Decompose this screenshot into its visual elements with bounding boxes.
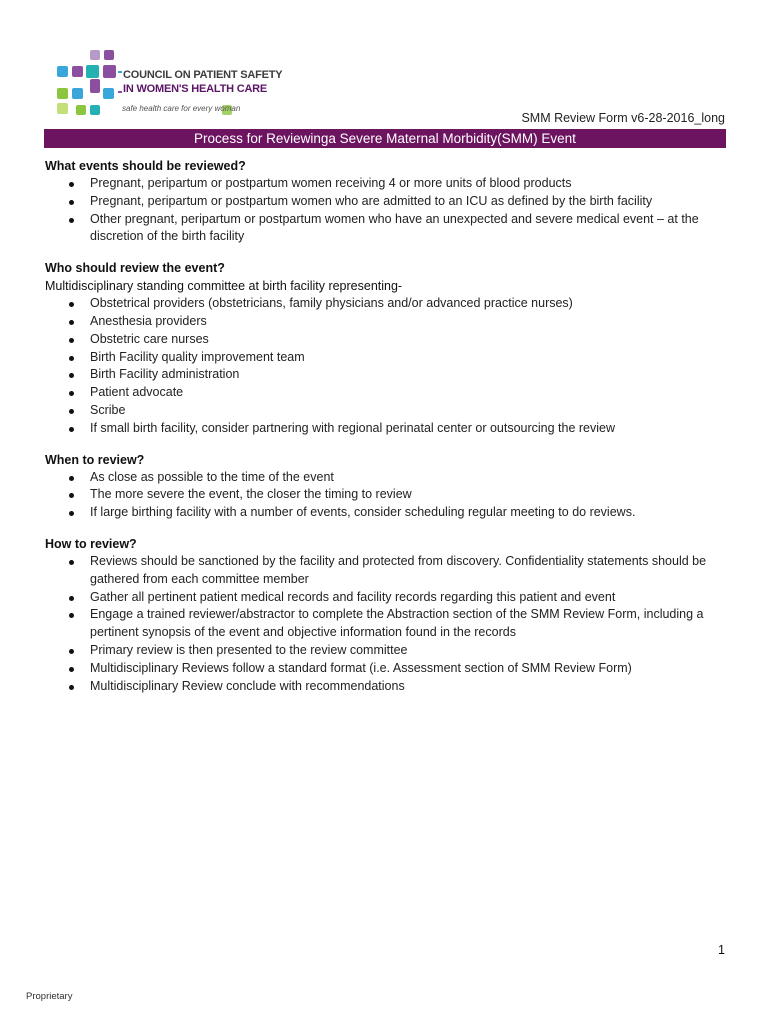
section-heading-what: What events should be reviewed? xyxy=(45,159,246,173)
bullet-list-how xyxy=(45,553,725,695)
logo-text xyxy=(123,69,282,96)
proprietary-label: Proprietary xyxy=(26,991,73,1002)
list-item: Birth Facility quality improvement team xyxy=(45,349,725,367)
list-item: If small birth facility, consider partnering with regional perinatal center or outsourcing the review xyxy=(45,420,725,438)
list-item: Scribe xyxy=(45,402,725,420)
list-item: Patient advocate xyxy=(45,384,725,402)
list-item: Reviews should be sanctioned by the facility and protected from discovery. Confidentiality statements should be gathered from each committee member xyxy=(45,553,725,589)
logo-line-1: COUNCIL ON PATIENT SAFETY xyxy=(123,69,283,81)
section-heading-how: How to review? xyxy=(45,536,137,551)
list-item: Multidisciplinary Review conclude with recommendations xyxy=(45,678,725,696)
list-item: Other pregnant, peripartum or postpartum women who have an unexpected and severe medical event – at the discretion of the birth facility xyxy=(45,211,725,247)
page-number: 1 xyxy=(718,943,725,957)
logo-line-2: IN WOMEN'S HEALTH CARE xyxy=(123,83,268,95)
title-banner: Process for Reviewinga Severe Maternal Morbidity(SMM) Event xyxy=(44,129,726,148)
bullet-list-who xyxy=(45,295,725,437)
bullet-list-what xyxy=(45,175,725,246)
list-item: Obstetrical providers (obstetricians, family physicians and/or advanced practice nurses) xyxy=(45,295,725,313)
list-item: Pregnant, peripartum or postpartum women who are admitted to an ICU as defined by the birth facility xyxy=(45,193,725,211)
list-item: Multidisciplinary Reviews follow a standard format (i.e. Assessment section of SMM Review Form) xyxy=(45,660,725,678)
section-what xyxy=(45,157,725,246)
list-item: Anesthesia providers xyxy=(45,313,725,331)
form-version-label: SMM Review Form v6-28-2016_long xyxy=(521,111,725,125)
bullet-list-when xyxy=(45,469,725,522)
section-heading-when: When to review? xyxy=(45,452,145,467)
list-item: The more severe the event, the closer the timing to review xyxy=(45,486,725,504)
list-item: Gather all pertinent patient medical records and facility records regarding this patient and event xyxy=(45,589,725,607)
list-item: As close as possible to the time of the event xyxy=(45,469,725,487)
logo-tagline: safe health care for every woman xyxy=(122,104,241,113)
section-who xyxy=(45,259,725,437)
section-when xyxy=(45,451,725,522)
section-intro-who: Multidisciplinary standing committee at birth facility representing- xyxy=(45,279,403,294)
list-item: If large birthing facility with a number of events, consider scheduling regular meeting to do reviews. xyxy=(45,504,725,522)
section-heading-who: Who should review the event? xyxy=(45,261,225,276)
list-item: Engage a trained reviewer/abstractor to complete the Abstraction section of the SMM Review Form, including a pertinent synopsis of the event and objective information found in the records xyxy=(45,606,725,642)
list-item: Primary review is then presented to the review committee xyxy=(45,642,725,660)
list-item: Birth Facility administration xyxy=(45,366,725,384)
list-item: Obstetric care nurses xyxy=(45,331,725,349)
list-item: Pregnant, peripartum or postpartum women receiving 4 or more units of blood products xyxy=(45,175,725,193)
document-body xyxy=(45,157,725,708)
section-how xyxy=(45,535,725,695)
